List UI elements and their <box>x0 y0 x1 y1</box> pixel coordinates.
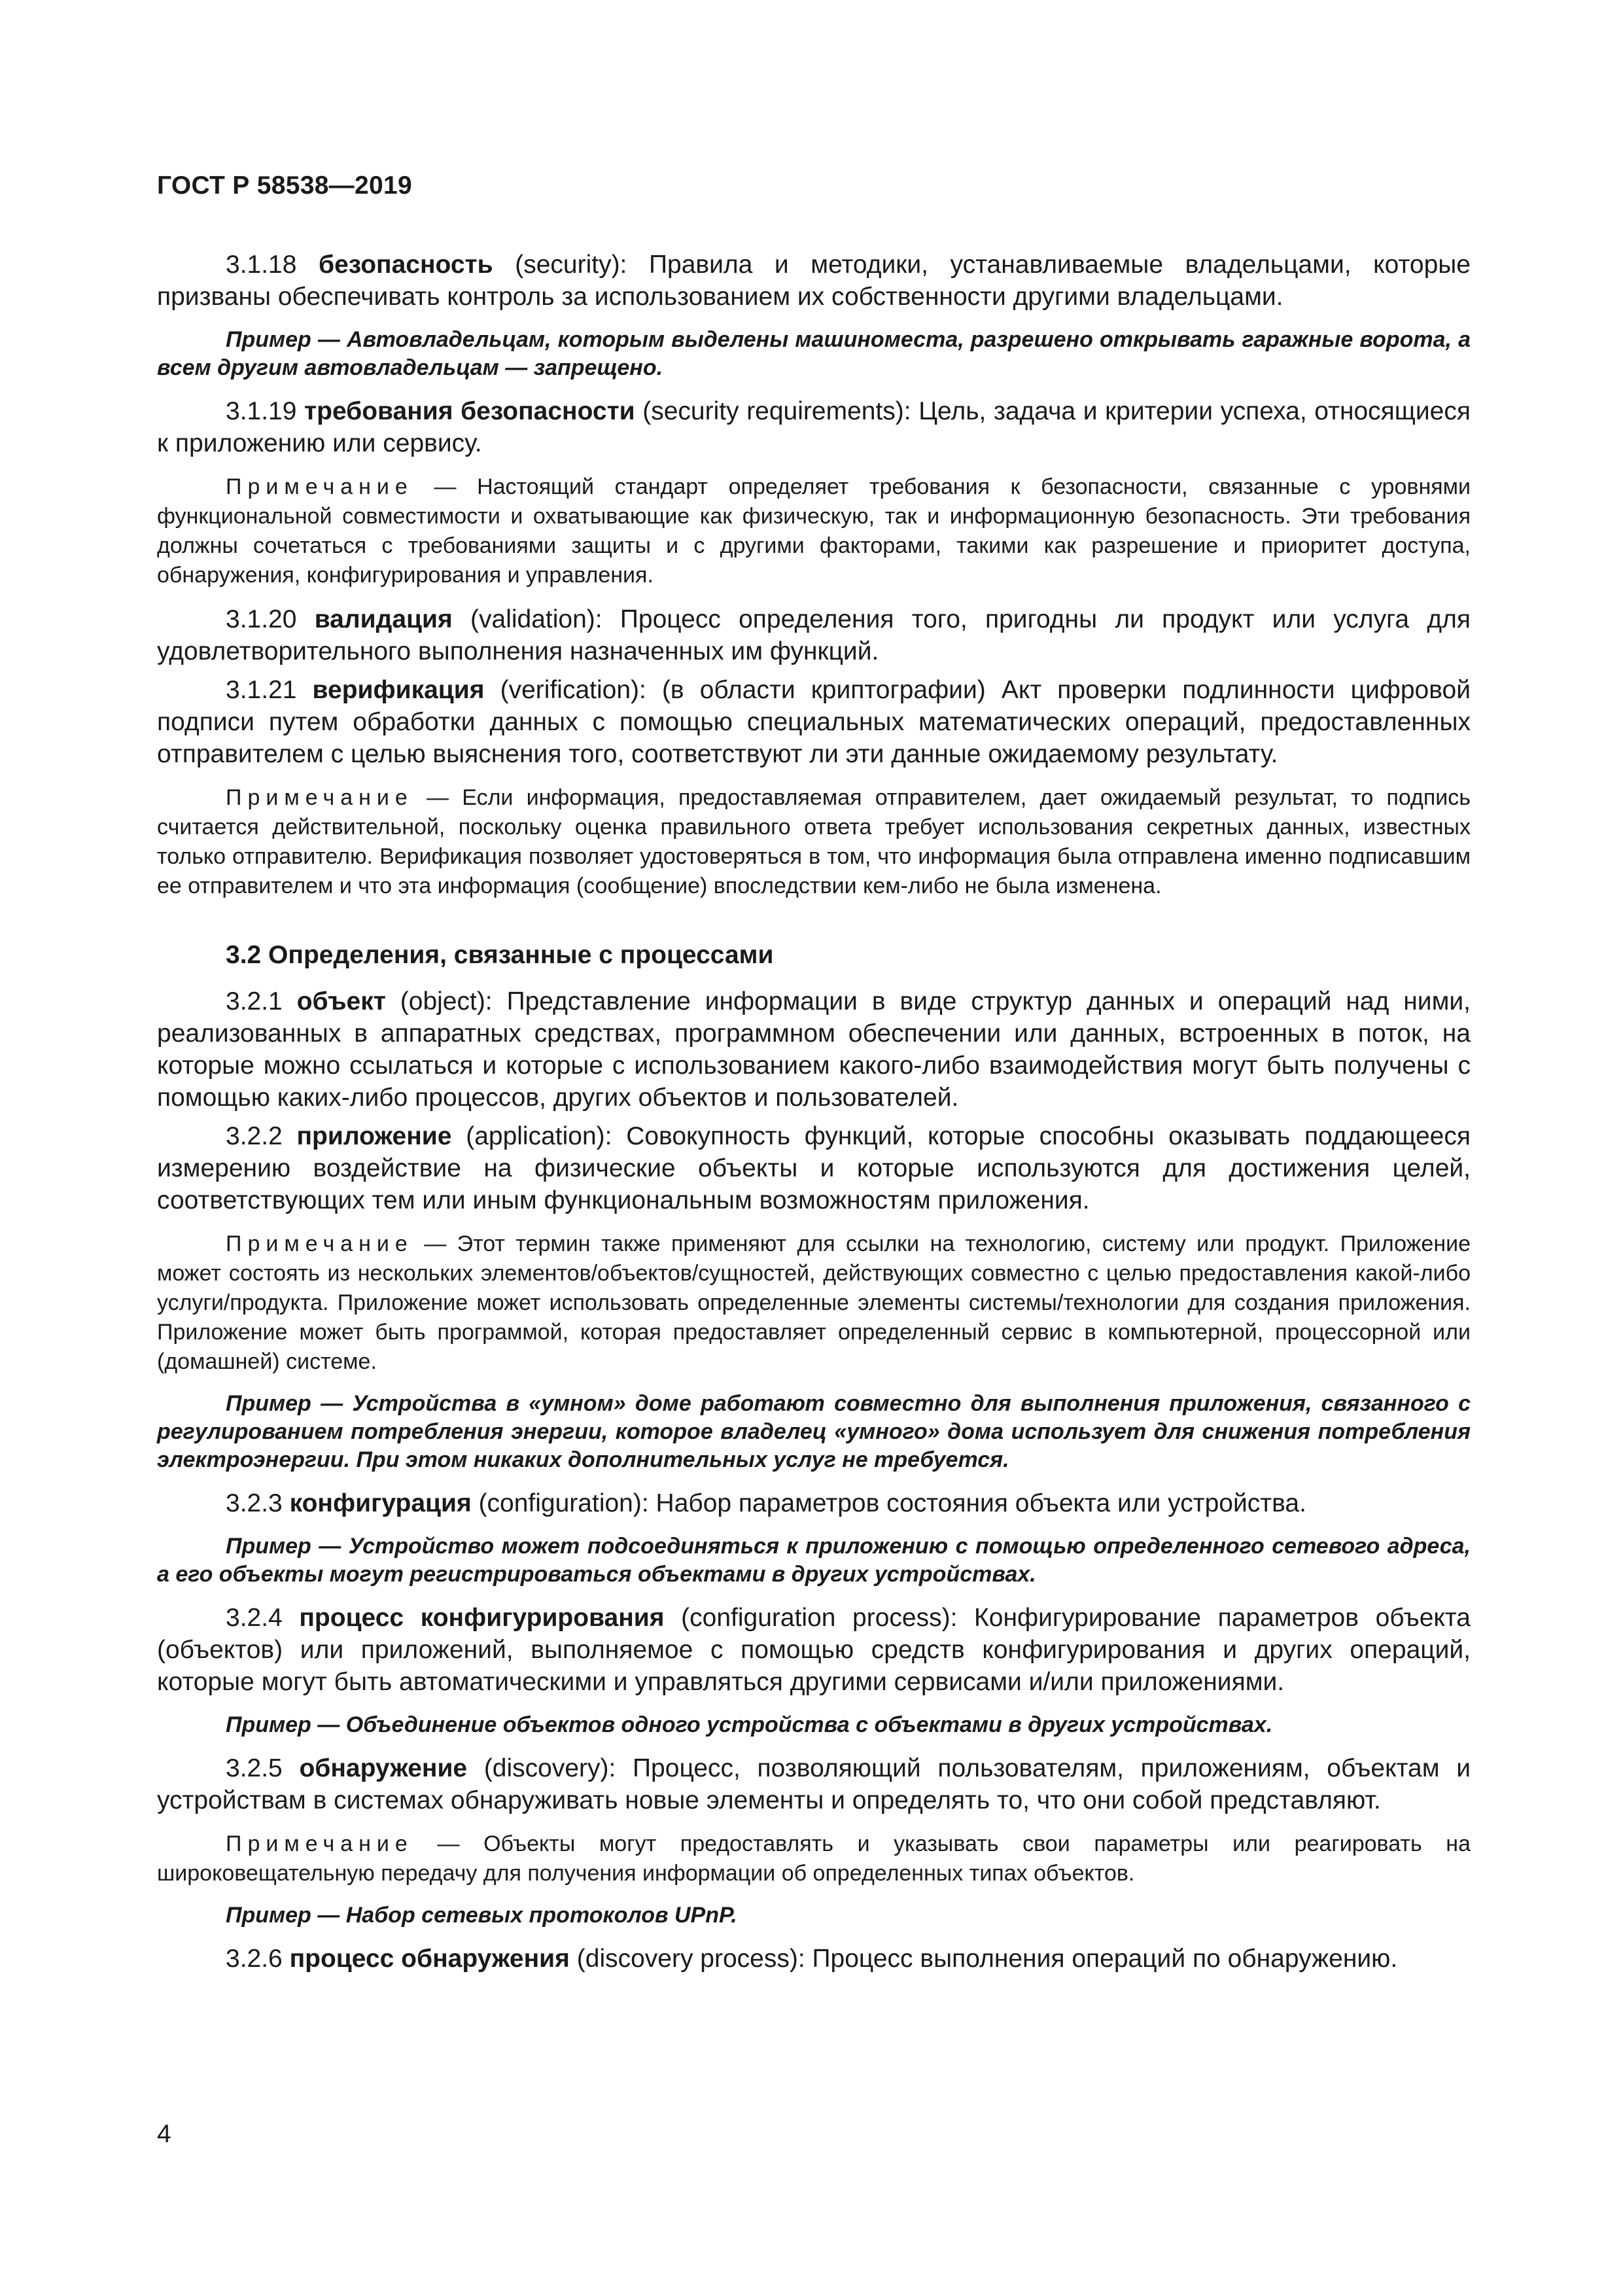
note-text: — Объекты могут предоставлять и указывать свои параметры или реагировать на широковещательную передачу для получения информации об определенных типах объектов. <box>157 1831 1471 1886</box>
definition-term: процесс обнаружения <box>289 1945 570 1973</box>
definition-text: (validation): Процесс определения того, пригодны ли продукт или услуга для удовлетворительного выполнения назначенных им функций. <box>157 605 1471 665</box>
definition-number: 3.2.3 <box>226 1489 283 1517</box>
definition-term: верификация <box>312 676 485 704</box>
note-label: Примечание <box>226 1231 413 1256</box>
definition-number: 3.2.6 <box>226 1945 283 1973</box>
note-label: Примечание <box>226 474 413 499</box>
definition-number: 3.1.20 <box>226 605 297 633</box>
note-label: Примечание <box>226 785 413 810</box>
definition-text: (discovery): Процесс, позволяющий пользователям, приложениям, объектам и устройствам в системах обнаруживать новые элементы и определять то, что они собой представляют. <box>157 1754 1471 1814</box>
definition-term: требования безопасности <box>304 397 635 425</box>
definition-3-1-18 <box>157 249 1471 313</box>
definition-3-1-20 <box>157 603 1471 667</box>
section-heading-3-2: 3.2 Определения, связанные с процессами <box>226 941 774 969</box>
note-3-1-19 <box>157 472 1471 590</box>
note-label: Примечание <box>226 1831 413 1856</box>
page-content <box>157 249 1471 1981</box>
example-3-1-18: Пример — Автовладельцам, которым выделены машиноместа, разрешено открывать гаражные ворота, а всем другим автовладельцам — запрещено. <box>157 327 1471 380</box>
definition-term: безопасность <box>319 251 493 279</box>
example-3-2-5: Пример — Набор сетевых протоколов UPnP. <box>226 1903 737 1928</box>
definition-term: обнаружение <box>299 1754 468 1782</box>
note-3-2-5 <box>157 1829 1471 1888</box>
note-text: — Если информация, предоставляемая отправителем, дает ожидаемый результат, то подпись считается действительной, поскольку оценка правильного ответа требует использования секретных данных, известных только отправителю. Верификация позволяет удостоверяться в том, что информация была отправлена именно подписавшим ее отправителем и что эта информация (сообщение) впоследствии кем-либо не была изменена. <box>157 785 1471 898</box>
definition-3-1-21 <box>157 674 1471 770</box>
example-3-2-3: Пример — Устройство может подсоединяться к приложению с помощью определенного сетевого адреса, а его объекты могут регистрироваться объектами в других устройствах. <box>157 1534 1471 1587</box>
definition-number: 3.2.1 <box>226 987 283 1016</box>
definition-number: 3.2.2 <box>226 1122 283 1150</box>
definition-text: (configuration process): Конфигурирование параметров объекта (объектов) или приложений, выполняемое с помощью средств конфигурирования и других операций, которые могут быть автоматическими и управляться другими сервисами и/или приложениями. <box>157 1604 1471 1696</box>
definition-term: конфигурация <box>289 1489 472 1517</box>
note-3-1-21 <box>157 783 1471 901</box>
definition-number: 3.2.4 <box>226 1604 283 1632</box>
definition-number: 3.1.21 <box>226 676 297 704</box>
definition-text: (security): Правила и методики, устанавливаемые владельцами, которые призваны обеспечивать контроль за использованием их собственности другими владельцами. <box>157 251 1471 311</box>
note-text: — Этот термин также применяют для ссылки на технологию, систему или продукт. Приложение может состоять из нескольких элементов/объектов/сущностей, действующих совместно с целью предоставления какой-либо услуги/продукта. Приложение может использовать определенные элементы системы/технологии для создания приложения. Приложение может быть программой, которая предоставляет определенный сервис в компьютерной, процессорной или (домашней) системе. <box>157 1231 1471 1374</box>
definition-text: (configuration): Набор параметров состояния объекта или устройства. <box>478 1489 1306 1517</box>
definition-3-2-5 <box>157 1752 1471 1816</box>
page-number: 4 <box>157 2120 171 2148</box>
definition-3-2-1 <box>157 985 1471 1114</box>
definition-term: валидация <box>314 605 453 633</box>
definition-text: (object): Представление информации в виде структур данных и операций над ними, реализованных в аппаратных средствах, программном обеспечении или данных, встроенных в поток, на которые можно ссылаться и которые с использованием какого-либо взаимодействия могут быть получены с помощью каких-либо процессов, других объектов и пользователей. <box>157 987 1471 1112</box>
definition-number: 3.1.18 <box>226 251 297 279</box>
definition-3-2-4 <box>157 1602 1471 1698</box>
definition-number: 3.2.5 <box>226 1754 283 1782</box>
definition-3-2-3 <box>157 1487 1471 1519</box>
note-text: — Настоящий стандарт определяет требования к безопасности, связанные с уровнями функциональной совместимости и охватывающие как физическую, так и информационную безопасность. Эти требования должны сочетаться с требованиями защиты и с другими факторами, такими как разрешение и приоритет доступа, обнаружения, конфигурирования и управления. <box>157 474 1471 588</box>
definition-3-2-6 <box>157 1943 1471 1975</box>
definition-3-2-2 <box>157 1120 1471 1216</box>
definition-term: процесс конфигурирования <box>299 1604 665 1632</box>
definition-term: приложение <box>296 1122 452 1150</box>
definition-text: (verification): (в области криптографии) Акт проверки подлинности цифровой подписи путем обработки данных с помощью специальных математических операций, предоставленных отправителем с целью выяснения того, соответствуют ли эти данные ожидаемому результату. <box>157 676 1471 768</box>
definition-3-1-19 <box>157 395 1471 459</box>
example-3-2-2: Пример — Устройства в «умном» доме работают совместно для выполнения приложения, связанного с регулированием потребления энергии, которое владелец «умного» дома использует для снижения потребления электроэнергии. При этом никаких дополнительных услуг не требуется. <box>157 1391 1471 1472</box>
definition-number: 3.1.19 <box>226 397 297 425</box>
example-3-2-4: Пример — Объединение объектов одного устройства с объектами в других устройствах. <box>226 1712 1273 1737</box>
standard-header: ГОСТ Р 58538—2019 <box>157 171 412 200</box>
definition-text: (discovery process): Процесс выполнения операций по обнаружению. <box>576 1945 1398 1973</box>
definition-term: объект <box>296 987 386 1016</box>
note-3-2-2 <box>157 1229 1471 1377</box>
definition-text: (application): Совокупность функций, которые способны оказывать поддающееся измерению воздействие на физические объекты и которые используются для достижения целей, соответствующих тем или иным функциональным возможностям приложения. <box>157 1122 1471 1214</box>
definition-text: (security requirements): Цель, задача и критерии успеха, относящиеся к приложению или сервису. <box>157 397 1471 457</box>
